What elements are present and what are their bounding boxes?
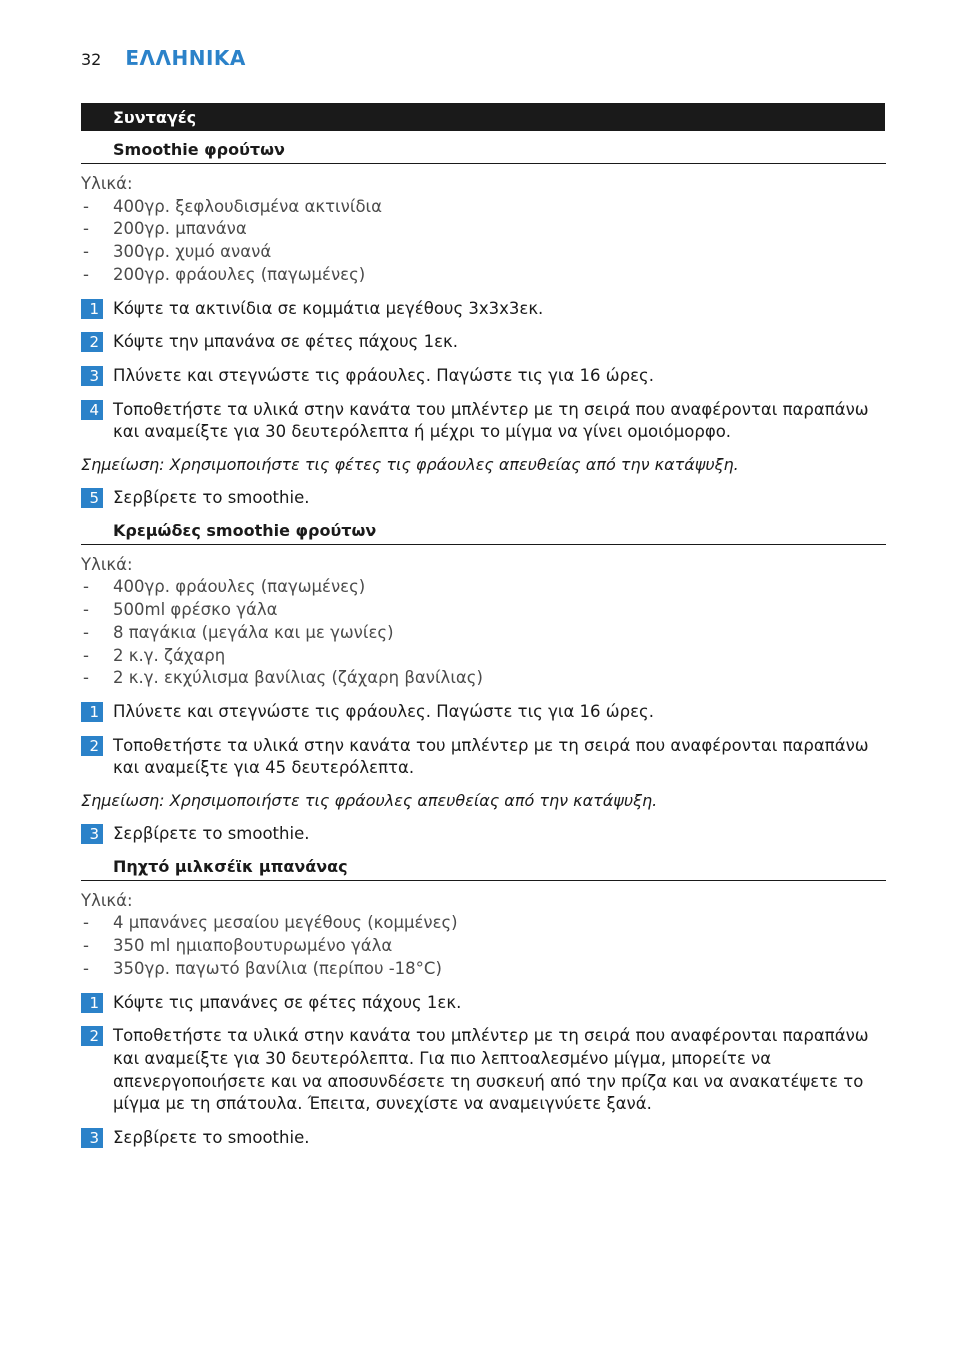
step-item	[81, 365, 886, 388]
page-header	[81, 46, 246, 70]
step-number: 2	[81, 332, 103, 352]
step-number: 3	[81, 824, 103, 844]
ingredient-item: - 350γρ. παγωτό βανίλια (περίπου -18°C)	[83, 958, 442, 978]
step-text: Πλύνετε και στεγνώστε τις φράουλες. Παγώστε τις για 16 ώρες.	[113, 365, 654, 385]
note-text: Σημείωση: Χρησιμοποιήστε τις φέτες τις φράουλες απευθείας από την κατάψυξη.	[81, 455, 739, 475]
recipe-title: Κρεμώδες smoothie φρούτων	[81, 520, 886, 545]
step-item	[81, 331, 886, 354]
ingredient-item: - 2 κ.γ. ζάχαρη	[83, 645, 226, 665]
step-item	[81, 735, 886, 780]
step-text: Κόψτε τις μπανάνες σε φέτες πάχους 1εκ.	[113, 992, 462, 1012]
ingredient-item: - 350 ml ημιαποβουτυρωμένο γάλα	[83, 936, 393, 956]
ingredient-item: - 2 κ.γ. εκχύλισμα βανίλιας (ζάχαρη βανίλιας)	[83, 668, 483, 688]
ingredient-item: - 4 μπανάνες μεσαίου μεγέθους (κομμένες)	[83, 913, 458, 933]
step-number: 1	[81, 702, 103, 722]
step-number: 3	[81, 1128, 103, 1148]
step-number: 5	[81, 488, 103, 508]
ingredient-item: - 500ml φρέσκο γάλα	[83, 600, 278, 620]
ingredient-item: - 200γρ. μπανάνα	[83, 219, 247, 239]
step-text: Πλύνετε και στεγνώστε τις φράουλες. Παγώστε τις για 16 ώρες.	[113, 701, 654, 721]
step-text: Σερβίρετε το smoothie.	[113, 488, 310, 508]
step-number: 1	[81, 993, 103, 1013]
step-item	[81, 298, 886, 321]
ingredient-item: - 300γρ. χυμό ανανά	[83, 242, 272, 262]
step-text: Κόψτε τα ακτινίδια σε κομμάτια μεγέθους 3x3x3εκ.	[113, 298, 544, 318]
language-title: ΕΛΛΗΝΙΚΑ	[125, 46, 246, 70]
ingredient-item: - 8 παγάκια (μεγάλα και με γωνίες)	[83, 622, 394, 642]
step-number: 2	[81, 1026, 103, 1046]
step-text: Τοποθετήστε τα υλικά στην κανάτα του μπλέντερ με τη σειρά που αναφέρονται παραπάνω και αναμείξτε για 30 δευτερόλεπτα. Για πιο λεπτοαλεσμένο μίγμα, μπορείτε να απενεργοποιήσετε και να αποσυνδέσετε τη συσκευή από την πρίζα και να ανακατέψετε το μίγμα με τη σπάτουλα. Έπειτα, συνεχίστε να αναμειγνύετε ξανά.	[113, 1026, 869, 1114]
recipe-title: Smoothie φρούτων	[81, 139, 886, 164]
step-number: 3	[81, 366, 103, 386]
section-title-bar: Συνταγές	[81, 103, 885, 131]
step-number: 4	[81, 400, 103, 420]
page-number: 32	[81, 50, 102, 69]
step-text: Σερβίρετε το smoothie.	[113, 824, 310, 844]
ingredient-item: - 400γρ. φράουλες (παγωμένες)	[83, 577, 366, 597]
ingredients-label: Υλικά:	[81, 554, 133, 574]
step-item	[81, 399, 886, 444]
step-number: 1	[81, 299, 103, 319]
recipes-content	[81, 139, 886, 1150]
ingredient-item: - 200γρ. φράουλες (παγωμένες)	[83, 264, 366, 284]
step-item	[81, 1127, 886, 1150]
step-text: Σερβίρετε το smoothie.	[113, 1128, 310, 1148]
step-text: Τοποθετήστε τα υλικά στην κανάτα του μπλέντερ με τη σειρά που αναφέρονται παραπάνω και αναμείξτε για 30 δευτερόλεπτα ή μέχρι το μίγμα να γίνει ομοιόμορφο.	[113, 399, 869, 442]
step-number: 2	[81, 736, 103, 756]
step-item	[81, 1025, 886, 1116]
step-item	[81, 992, 886, 1015]
step-item	[81, 823, 886, 846]
ingredient-item: - 400γρ. ξεφλουδισμένα ακτινίδια	[83, 196, 382, 216]
ingredients-label: Υλικά:	[81, 174, 133, 193]
step-item	[81, 701, 886, 724]
step-text: Κόψτε την μπανάνα σε φέτες πάχους 1εκ.	[113, 332, 458, 352]
step-text: Τοποθετήστε τα υλικά στην κανάτα του μπλέντερ με τη σειρά που αναφέρονται παραπάνω και αναμείξτε για 45 δευτερόλεπτα.	[113, 735, 869, 778]
step-item	[81, 487, 886, 510]
ingredients-label: Υλικά:	[81, 890, 133, 910]
recipe-title: Πηχτό μιλκσέϊκ μπανάνας	[81, 856, 886, 881]
note-text: Σημείωση: Χρησιμοποιήστε τις φράουλες απευθείας από την κατάψυξη.	[81, 791, 658, 811]
